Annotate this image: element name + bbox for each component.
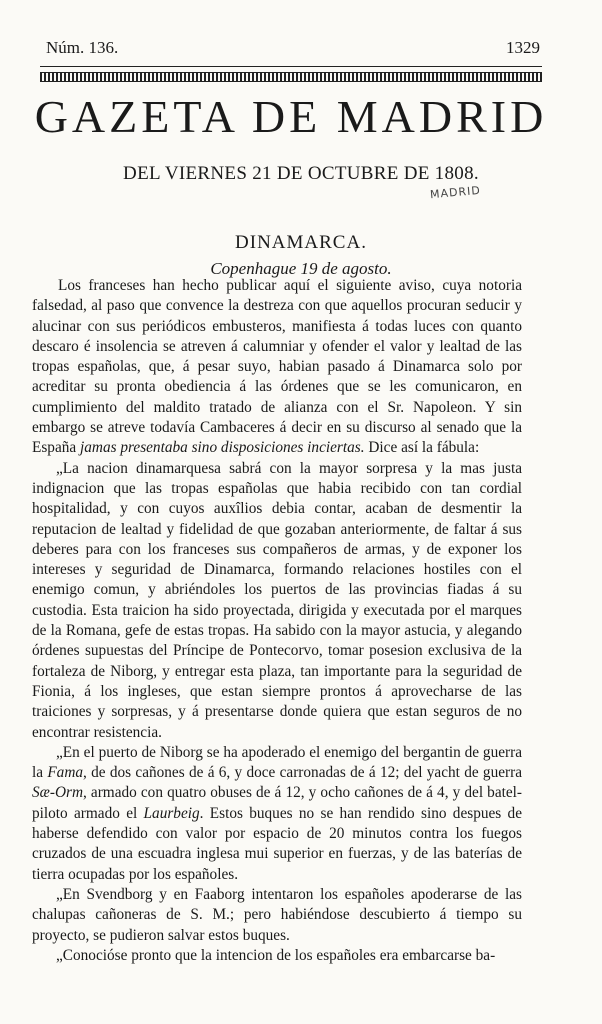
- paragraph-quote-3: „En Svendborg y en Faaborg intentaron los españoles apoderarse de las chalupas cañoneras de S. M.; pero habiéndose descubierto á tiempo su proyecto, se pudieron salvar estos buques.: [32, 885, 522, 944]
- ornamental-border: [40, 72, 542, 82]
- paragraph-intro: [32, 276, 522, 459]
- paragraph-text: . Estos buques no se han rendido sino despues de haberse defendido con valor por espacio de 20 minutos contra los fuegos cruzados de una escuadra inglesa mui superior en fuerzas, y de las baterías de tierra ocupadas por los españoles.: [32, 804, 522, 883]
- dateline-subhead: Copenhague 19 de agosto.: [210, 259, 392, 278]
- ship-name: Sæ-Orm: [32, 784, 83, 802]
- dateline: DEL VIERNES 21 DE OCTUBRE DE 1808.: [123, 163, 479, 184]
- italic-quote: jamas presentaba sino disposiciones inciertas.: [80, 439, 365, 457]
- paragraph-text: , armado con quatro obuses de á 12, y ocho cañones de á 4, y del batel-piloto armado el: [32, 784, 522, 822]
- ship-name: Fama: [47, 764, 84, 782]
- page-header: [46, 38, 540, 58]
- ship-name: Laurbeig: [143, 804, 200, 822]
- paragraph-text: „En el puerto de Niborg se ha apoderado el enemigo del bergantin de guerra la: [32, 743, 522, 782]
- paragraph-text: , de dos cañones de á 6, y doce carronadas de á 12; del yacht de guerra: [83, 764, 522, 782]
- paragraph-text: Dice así la fábula:: [364, 439, 480, 457]
- paragraph-quote-2: [32, 743, 522, 885]
- page-number: 1329: [506, 38, 540, 57]
- article-body: [32, 276, 522, 966]
- library-stamp: MADRID: [429, 183, 482, 202]
- masthead-title: GAZETA DE MADRID: [34, 91, 548, 142]
- section-title: DINAMARCA.: [235, 232, 367, 253]
- paragraph-text: Los franceses han hecho publicar aquí el siguiente aviso, cuya notoria falsedad, al paso que convence la destreza con que aquellos procuran seducir y alucinar con sus periódicos embusteros, manifiesta á todas luces con quanto descaro é insolencia se atreven á calumniar y ofender el valor y lealtad de las tropas españolas, que, á pesar suyo, habian pasado á Dinamarca solo por acreditar su pronta obediencia á las órdenes que se les comunicaron, en cumplimiento del maldito tratado de alianza con el Sr. Napoleon. Y sin embargo se atreve todavía Cambaceres á decir en su discurso al senado que la España: [32, 277, 522, 457]
- paragraph-quote-1: „La nacion dinamarquesa sabrá con la mayor sorpresa y la mas justa indignacion que las tropas españolas que habia recibido con tan cordial hospitalidad, y con cuyos auxîlios debia contar, acaban de desmentir la reputacion de lealtad y fidelidad de que gozaban anteriormente, de faltar á sus deberes para con los franceses sus compañeros de armas, y de exponer los intereses y seguridad de Dinamarca, formando relaciones hostiles con el enemigo comun, y abriéndoles los puertos de las provincias fiadas á su custodia. Esta traicion ha sido proyectada, dirigida y executada por el marques de la Romana, gefe de estas tropas. Ha sabido con la mayor astucia, y alegando órdenes supuestas del Príncipe de Pontecorvo, tomar posesion exclusiva de la fortaleza de Niborg, y entregar esta plaza, tan importante para la seguridad de Fionia, á los ingleses, que estan siempre prontos á aprovecharse de las traiciones y sorpresas, y á presentarse donde quiera que estan seguros de no encontrar resistencia.: [32, 459, 522, 741]
- paragraph-quote-4: „Conocióse pronto que la intencion de los españoles era embarcarse ba-: [56, 946, 496, 964]
- issue-number: Núm. 136.: [46, 38, 119, 57]
- top-rule: [40, 66, 542, 67]
